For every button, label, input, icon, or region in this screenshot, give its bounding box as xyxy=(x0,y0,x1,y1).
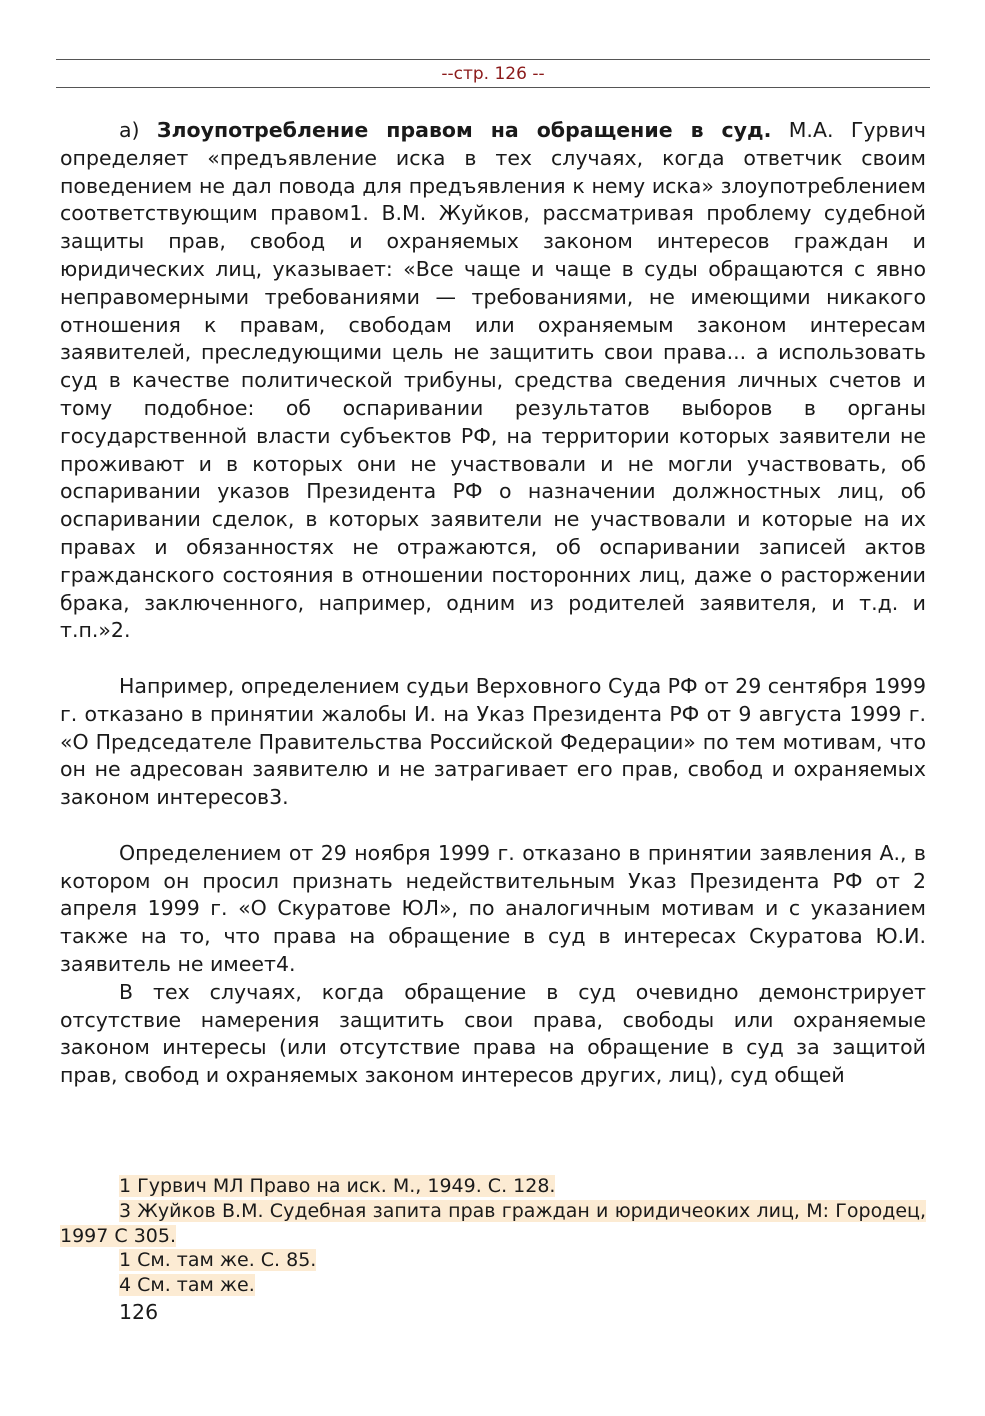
main-text xyxy=(60,117,926,1090)
footnote-text: 3 Жуйков В.М. Судебная запита прав граждан и юридичеоких лиц, М: Городец, 1997 С 305. xyxy=(60,1199,926,1247)
footnotes xyxy=(60,1174,926,1326)
footnote xyxy=(60,1248,926,1273)
paragraph-example-1: Например, определением судьи Верховного Суда РФ от 29 сентября 1999 г. отказано в принятии жалобы И. на Указ Президента РФ от 9 августа 1999 г. «О Председателе Правительства Российской Федерации» по тем мотивам, что он не адресован заявителю и не затрагивает его прав, свобод и охраняемых законом интересов3. xyxy=(60,673,927,810)
header-rule-bottom xyxy=(56,87,930,88)
footnote-text: 4 См. там же. xyxy=(119,1274,255,1297)
paragraph-example-2: Определением от 29 ноября 1999 г. отказано в принятии заявления А., в котором он просил признать недействительным Указ Президента РФ от 2 апреля 1999 г. «О Скуратове ЮЛ», по аналогичным мотивам и с указанием также на то, что права на обращение в суд в интересах Скуратова Ю.И. заявитель не имеет4. xyxy=(60,840,926,976)
header-rule-top xyxy=(56,59,930,60)
page-number: 126 xyxy=(119,1299,159,1324)
footnote-text: 1 Гурвич МЛ Право на иск. М., 1949. С. 128. xyxy=(119,1175,556,1197)
paragraph-abuse-of-right xyxy=(60,117,926,645)
paragraph-text: М.А. Гурвич определяет «предъявление иска в тех случаях, когда ответчик своим поведением не дал повода для предъявления к нему иска» злоупотреблением соответствующим правом1. В.М. Жуйков, рассматривая проблему судебной защиты прав, свобод и охраняемых законом интересов граждан и юридических лиц, указывает: «Все чаще и чаще в суды обращаются с явно неправомерными требованиями — требованиями, не имеющими никакого отношения к правам, свободам или охраняемым законом интересам заявителей, преследующими цель не защитить свои права... а использовать суд в качестве политической трибуны, средства сведения личных счетов и тому подобное: об оспаривании результатов выборов в органы государственной власти субъектов РФ, на территории которых заявители не проживают и в которых они не участвовали и не могли участвовать, об оспаривании указов Президента РФ о назначении должностных лиц, об оспаривании сделок, в которых заявители не участвовали и которые на их правах и обязанностях не отражаются, об оспаривании записей актов гражданского состояния в отношении посторонних лиц, даже о расторжении брака, заключенного, например, одним из родителей заявителя, и т.д. и т.п.»2. xyxy=(60,118,926,643)
footnote xyxy=(60,1199,926,1249)
page-marker: --стр. 126 -- xyxy=(441,64,545,84)
footnote-text: 1 См. там же. С. 85. xyxy=(119,1249,317,1272)
footnote xyxy=(60,1174,926,1199)
paragraph-conclusion: В тех случаях, когда обращение в суд очевидно демонстрирует отсутствие намерения защитить свои права, свободы или охраняемые законом интересы (или отсутствие права на обращение в суд за защитой прав, свобод и охраняемых законом интересов других, лиц), суд общей xyxy=(60,979,926,1088)
section-heading: Злоупотребление правом на обращение в суд. xyxy=(156,118,772,142)
footnote xyxy=(60,1273,926,1298)
paragraph-lead: а) xyxy=(119,118,157,142)
